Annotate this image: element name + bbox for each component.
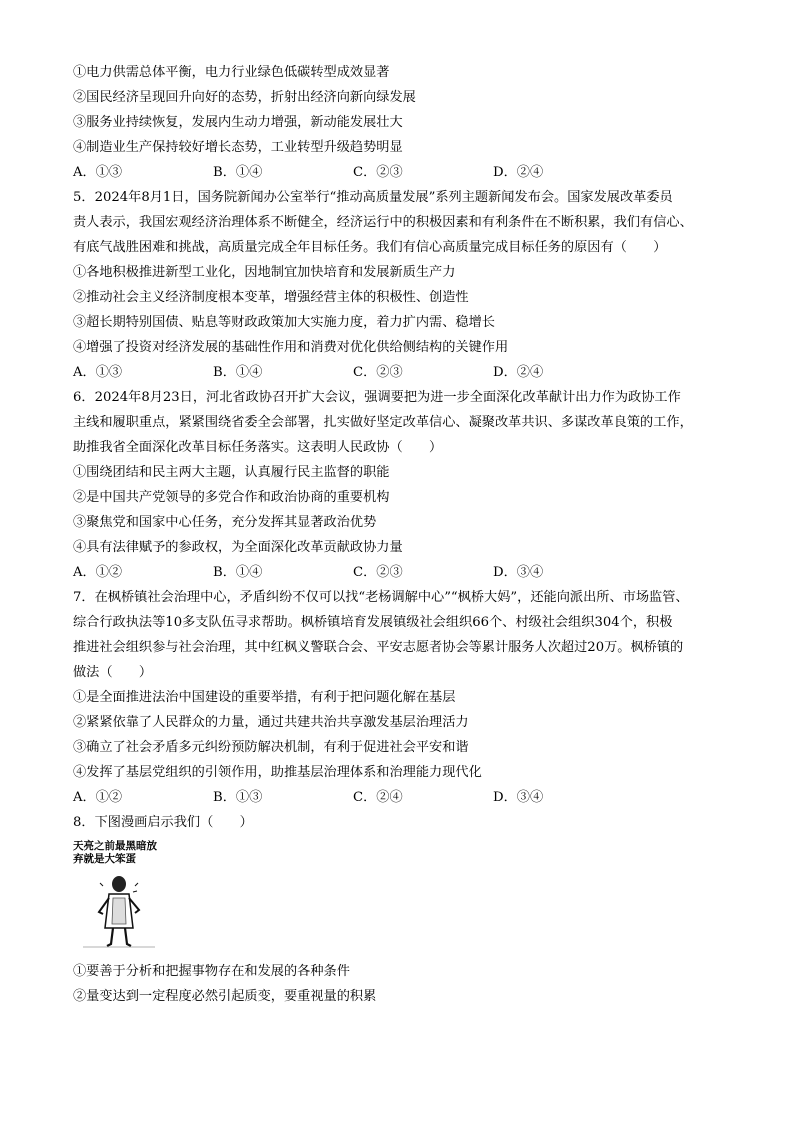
q4-item-2: ②国民经济呈现回升向好的态势，折射出经济向新向绿发展: [73, 90, 416, 105]
q5-item-3: ③超长期特别国债、贴息等财政政策加大实施力度，着力扩内需、稳增长: [73, 315, 495, 330]
q5-option-c[interactable]: C．②③: [353, 365, 403, 380]
q5-stem-line-3: 有底气战胜困难和挑战，高质量完成全年目标任务。我们有信心高质量完成目标任务的原因有（ ）: [73, 240, 667, 255]
q6-item-3: ③聚焦党和国家中心任务，充分发挥其显著政治优势: [73, 515, 377, 530]
q6-stem-line-2: 主线和履职重点，紧紧围绕省委全会部署，扎实做好坚定改革信心、凝聚改革共识、多谋改革良策的工作，: [73, 415, 693, 430]
q5-item-4: ④增强了投资对经济发展的基础性作用和消费对优化供给侧结构的关键作用: [73, 340, 509, 355]
q5-item-2: ②推动社会主义经济制度根本变革，增强经营主体的积极性、创造性: [73, 290, 469, 305]
comic-image: [73, 840, 163, 952]
comic-figure-icon: [73, 840, 163, 952]
q7-item-1: ①是全面推进法治中国建设的重要举措，有利于把问题化解在基层: [73, 690, 456, 705]
q7-option-d[interactable]: D．③④: [493, 790, 544, 805]
q6-option-a[interactable]: A．①②: [73, 565, 123, 580]
q4-option-c[interactable]: C．②③: [353, 165, 403, 180]
q5-stem-line-2: 责人表示，我国宏观经济治理体系不断健全，经济运行中的积极因素和有利条件在不断积累，我们有信心、: [73, 215, 693, 230]
q7-option-b[interactable]: B．①③: [213, 790, 263, 805]
comic-caption: 天亮之前最黑暗放弃就是大笨蛋: [73, 840, 157, 865]
q5-option-d[interactable]: D．②④: [493, 365, 544, 380]
q4-item-4: ④制造业生产保持较好增长态势，工业转型升级趋势明显: [73, 140, 403, 155]
q6-option-d[interactable]: D．③④: [493, 565, 544, 580]
q5-item-1: ①各地积极推进新型工业化，因地制宜加快培育和发展新质生产力: [73, 265, 456, 280]
q8-item-2: ②量变达到一定程度必然引起质变，要重视量的积累: [73, 989, 377, 1004]
q7-stem-line-2: 综合行政执法等10多支队伍寻求帮助。枫桥镇培育发展镇级社会组织66个、村级社会组织304个，积极: [73, 615, 673, 630]
q6-item-1: ①围绕团结和民主两大主题，认真履行民主监督的职能: [73, 465, 390, 480]
q8-stem: 8．下图漫画启示我们（ ）: [73, 815, 253, 830]
q5-option-b[interactable]: B．①④: [213, 365, 263, 380]
q4-option-d[interactable]: D．②④: [493, 165, 544, 180]
q4-option-a[interactable]: A．①③: [73, 165, 123, 180]
q7-item-3: ③确立了社会矛盾多元纠纷预防解决机制，有利于促进社会平安和谐: [73, 740, 469, 755]
q7-item-2: ②紧紧依靠了人民群众的力量，通过共建共治共享激发基层治理活力: [73, 715, 469, 730]
q7-stem-line-3: 推进社会组织参与社会治理，其中红枫义警联合会、平安志愿者协会等累计服务人次超过20万。枫桥镇的: [73, 640, 684, 655]
q5-option-a[interactable]: A．①③: [73, 365, 123, 380]
q7-item-4: ④发挥了基层党组织的引领作用，助推基层治理体系和治理能力现代化: [73, 765, 482, 780]
q7-stem-line-4: 做法（ ）: [73, 665, 153, 680]
q4-option-b[interactable]: B．①④: [213, 165, 263, 180]
q4-item-1: ①电力供需总体平衡，电力行业绿色低碳转型成效显著: [73, 65, 390, 80]
q8-item-1: ①要善于分析和把握事物存在和发展的各种条件: [73, 964, 350, 979]
q6-item-4: ④具有法律赋予的参政权，为全面深化改革贡献政协力量: [73, 540, 403, 555]
q6-stem-line-1: 6．2024年8月23日，河北省政协召开扩大会议，强调要把为进一步全面深化改革献计出力作为政协工作: [73, 390, 681, 405]
q6-stem-line-3: 助推我省全面深化改革目标任务落实。这表明人民政协（ ）: [73, 440, 443, 455]
q5-stem-line-1: 5．2024年8月1日，国务院新闻办公室举行“推动高质量发展”系列主题新闻发布会。国家发展改革委员: [73, 190, 673, 205]
q7-option-a[interactable]: A．①②: [73, 790, 123, 805]
q7-option-c[interactable]: C．②④: [353, 790, 403, 805]
q6-option-b[interactable]: B．①④: [213, 565, 263, 580]
q4-item-3: ③服务业持续恢复，发展内生动力增强，新动能发展壮大: [73, 115, 403, 130]
q6-option-c[interactable]: C．②③: [353, 565, 403, 580]
q6-item-2: ②是中国共产党领导的多党合作和政治协商的重要机构: [73, 490, 390, 505]
q7-stem-line-1: 7．在枫桥镇社会治理中心，矛盾纠纷不仅可以找“老杨调解中心”“枫桥大妈”，还能向派出所、市场监管、: [73, 590, 689, 605]
